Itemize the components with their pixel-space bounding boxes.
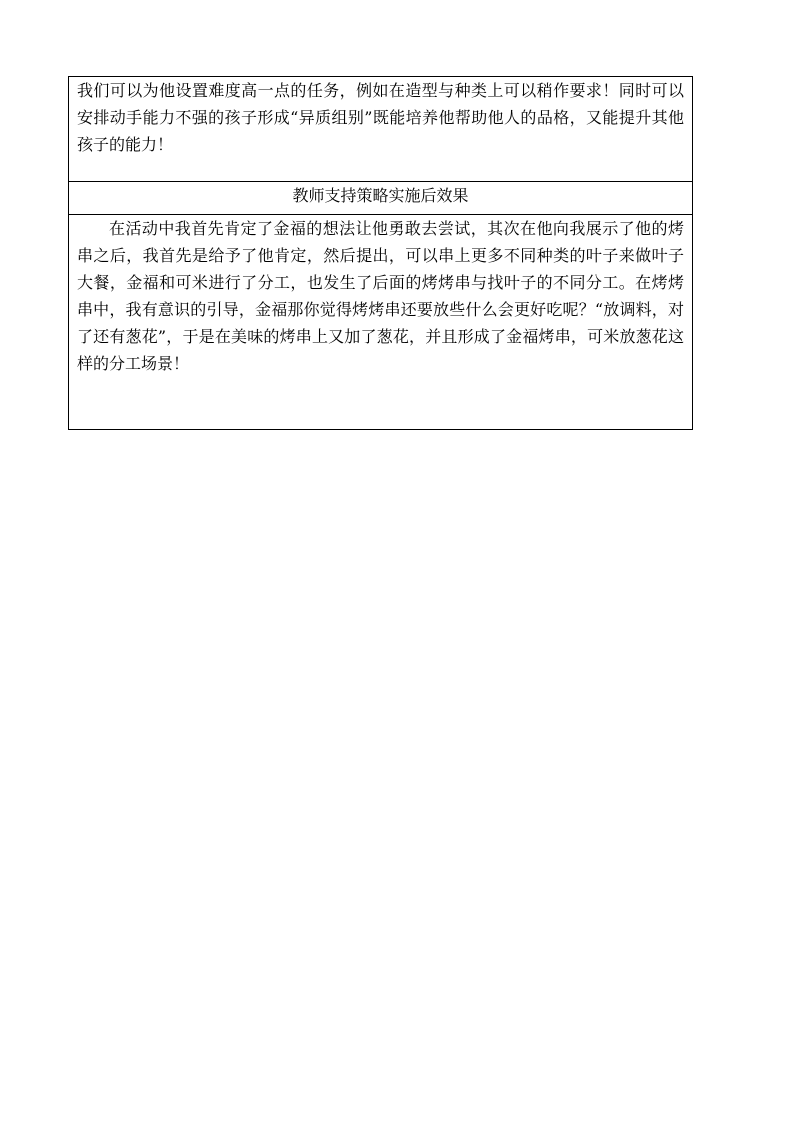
table-row xyxy=(69,182,693,215)
strategy-paragraph: 我们可以为他设置难度高一点的任务，例如在造型与种类上可以稍作要求！同时可以安排动手能力不强的孩子形成“异质组别”既能培养他帮助他人的品格，又能提升其他孩子的能力！ xyxy=(77,81,684,154)
section-heading: 教师支持策略实施后效果 xyxy=(292,186,469,205)
strategy-table xyxy=(68,76,693,430)
section-heading-cell xyxy=(69,182,693,215)
table-row xyxy=(69,77,693,182)
strategy-cell xyxy=(69,77,693,182)
table-row xyxy=(69,215,693,430)
effect-paragraph: 在活动中我首先肯定了金福的想法让他勇敢去尝试，其次在他向我展示了他的烤串之后，我首先是给予了他肯定，然后提出，可以串上更多不同种类的叶子来做叶子大餐，金福和可米进行了分工，也发生了后面的烤烤串与找叶子的不同分工。在烤烤串中，我有意识的引导，金福那你觉得烤烤串还要放些什么会更好吃呢？“放调料，对了还有葱花”，于是在美味的烤串上又加了葱花，并且形成了金福烤串，可米放葱花这样的分工场景！ xyxy=(77,219,684,373)
effect-cell xyxy=(69,215,693,430)
